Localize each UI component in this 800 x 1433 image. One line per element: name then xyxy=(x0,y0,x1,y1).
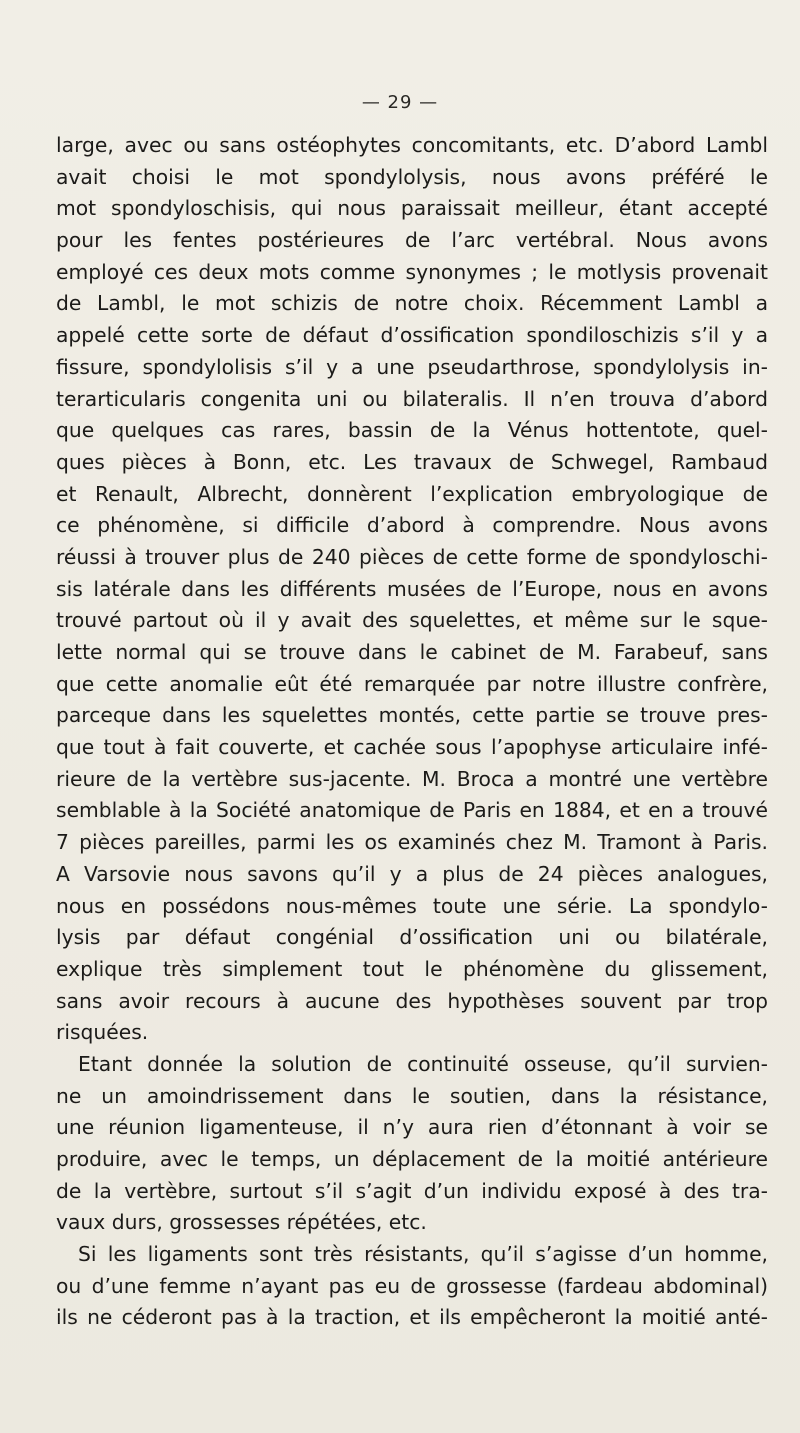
text-line: explique très simplement tout le phénomène du glissement, xyxy=(56,956,768,981)
text-line: vaux durs, grossesses répétées, etc. xyxy=(56,1210,427,1235)
text-line: Etant donnée la solution de continuité osseuse, qu’il survien- xyxy=(78,1051,768,1076)
text-line: semblable à la Société anatomique de Paris en 1884, et en a trouvé xyxy=(56,798,768,823)
text-line: lette normal qui se trouve dans le cabinet de M. Farabeuf, sans xyxy=(56,640,768,664)
text-line: appelé cette sorte de défaut d’ossification spondiloschizis s’il y a xyxy=(56,323,768,348)
text-line: trouvé partout où il y avait des squelettes, et même sur le sque- xyxy=(56,608,768,633)
text-line: ne un amoindrissement dans le soutien, dans la résistance, xyxy=(56,1083,768,1108)
text-line: produire, avec le temps, un déplacement de la moitié antérieure xyxy=(56,1147,768,1171)
text-line: ce phénomène, si difficile d’abord à comprendre. Nous avons xyxy=(56,513,768,538)
text-line: nous en possédons nous-mêmes toute une série. La spondylo- xyxy=(56,893,768,918)
text-line: terarticularis congenita uni ou bilateralis. Il n’en trouva d’abord xyxy=(56,386,768,411)
text-line: ques pièces à Bonn, etc. Les travaux de Schwegel, Rambaud xyxy=(56,449,768,474)
text-line: large, avec ou sans ostéophytes concomitants, etc. D’abord Lambl xyxy=(56,133,768,157)
text-line: A Varsovie nous savons qu’il y a plus de 24 pièces analogues, xyxy=(56,861,768,886)
text-line: parceque dans les squelettes montés, cette partie se trouve pres- xyxy=(56,703,768,728)
text-line: de la vertèbre, surtout s’il s’agit d’un individu exposé à des tra- xyxy=(56,1178,768,1203)
text-line: ils ne céderont pas à la traction, et ils empêcheront la moitié anté- xyxy=(56,1305,768,1330)
text-line: ou d’une femme n’ayant pas eu de grossesse (fardeau abdominal) xyxy=(56,1273,768,1298)
text-line: pour les fentes postérieures de l’arc vertébral. Nous avons xyxy=(56,228,768,253)
text-line: 7 pièces pareilles, parmi les os examinés chez M. Tramont à Paris. xyxy=(56,830,768,855)
body-text xyxy=(56,130,768,1334)
text-line: que cette anomalie eût été remarquée par notre illustre confrère, xyxy=(56,671,768,696)
text-line: Si les ligaments sont très résistants, qu’il s’agisse d’un homme, xyxy=(78,1242,768,1267)
text-line: sans avoir recours à aucune des hypothèses souvent par trop xyxy=(56,988,768,1013)
text-line: risquées. xyxy=(56,1020,149,1045)
text-line: de Lambl, le mot schizis de notre choix. Récemment Lambl a xyxy=(56,291,768,316)
text-line: avait choisi le mot spondylolysis, nous avons préféré le xyxy=(56,164,768,189)
text-line: sis latérale dans les différents musées de l’Europe, nous en avons xyxy=(56,576,768,601)
text-line: mot spondyloschisis, qui nous paraissait meilleur, étant accepté xyxy=(56,196,768,221)
text-line: fissure, spondylolisis s’il y a une pseudarthrose, spondylolysis in- xyxy=(56,354,768,379)
text-line: que quelques cas rares, bassin de la Vénus hottentote, quel- xyxy=(56,418,768,443)
text-line: une réunion ligamenteuse, il n’y aura rien d’étonnant à voir se xyxy=(56,1115,768,1140)
text-line: et Renault, Albrecht, donnèrent l’explication embryologique de xyxy=(56,481,768,506)
text-line: que tout à fait couverte, et cachée sous l’apophyse articulaire infé- xyxy=(56,735,768,760)
page-number: — 29 — xyxy=(361,92,439,113)
text-line: rieure de la vertèbre sus-jacente. M. Broca a montré une vertèbre xyxy=(56,766,768,791)
text-line: employé ces deux mots comme synonymes ; le motlysis provenait xyxy=(56,259,768,284)
text-line: réussi à trouver plus de 240 pièces de cette forme de spondyloschi- xyxy=(56,544,768,569)
text-line: lysis par défaut congénial d’ossification uni ou bilatérale, xyxy=(56,925,768,950)
